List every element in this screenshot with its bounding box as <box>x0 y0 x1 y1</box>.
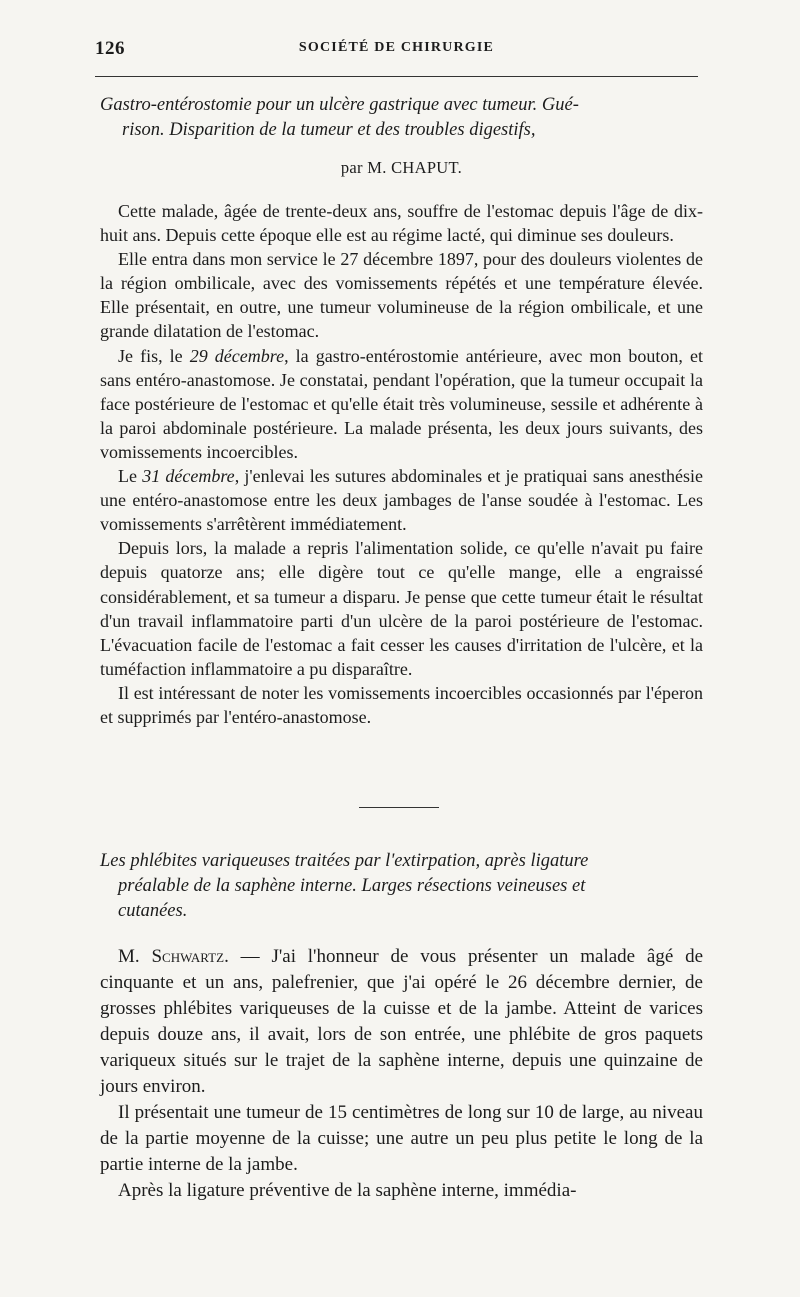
paragraph: Il présentait une tumeur de 15 centimètres de long sur 10 de large, au niveau de la partie moyenne de la cuisse; une autre un peu plus petite le long de la partie interne de la jambe. <box>100 1102 703 1175</box>
paragraph: Après la ligature préventive de la saphène interne, immédia- <box>118 1180 577 1201</box>
running-head <box>95 38 698 62</box>
paragraph <box>100 464 703 536</box>
paragraph <box>100 944 703 1100</box>
title-line: rison. Disparition de la tumeur et des troubles digestifs, <box>122 119 536 140</box>
text-run: Le <box>118 466 143 487</box>
date-emphasis: 29 décembre <box>189 345 285 366</box>
paragraph: Elle entra dans mon service le 27 décembre 1897, pour des douleurs violentes de la région ombilicale, avec des vomissements répétés et une température élevée. Elle présentait, en outre, une tumeur volumineuse de la région ombilicale, et une grande dilatation de l'estomac. <box>100 249 703 342</box>
page-number: 126 <box>95 38 125 59</box>
text-run: , la gastro-entérostomie antérieure, avec mon bouton, et sans entéro-anastomose. Je constatai, pendant l'opération, que la tumeur occupait la face postérieure de l'estomac et qu'elle était très volumineuse, sessile et adhérente à la paroi abdominale postérieure. La malade présenta, les deux jours suivants, des vomissements incoercibles. <box>100 345 703 462</box>
paragraph: Il est intéressant de noter les vomissements incoercibles occasionnés par l'éperon et supprimés par l'entéro-anastomose. <box>100 682 703 727</box>
article-schwartz <box>100 849 703 1204</box>
article-title <box>100 93 703 142</box>
paragraph: Depuis lors, la malade a repris l'alimentation solide, ce qu'elle n'avait pu faire depuis quatorze ans; elle digère tout ce qu'elle mange, elle a engraissé considérablement, et sa tumeur a disparu. Je pense que cette tumeur était le résultat d'un travail inflammatoire parti d'un ulcère de la paroi postérieure de l'estomac. L'évacuation facile de l'estomac a fait cesser les causes d'irritation de l'ulcère, et la tuméfaction inflammatoire a pu disparaître. <box>100 538 703 679</box>
paragraph: Cette malade, âgée de trente-deux ans, souffre de l'estomac depuis l'âge de dix-huit ans. Depuis cette époque elle est au régime lacté, qui diminue ses douleurs. <box>100 201 703 246</box>
author-name: M. Schwartz. <box>118 946 229 967</box>
paragraph <box>100 344 703 464</box>
section-divider <box>359 807 439 808</box>
title-line: Les phlébites variqueuses traitées par l'extirpation, après ligature <box>100 851 589 871</box>
title-line: Gastro-entérostomie pour un ulcère gastrique avec tumeur. Gué- <box>100 95 579 115</box>
journal-title: SOCIÉTÉ DE CHIRURGIE <box>298 40 495 55</box>
title-line: préalable de la saphène interne. Larges résections veineuses et <box>118 876 586 896</box>
article-title <box>100 849 703 924</box>
title-line: cutanées. <box>118 901 188 921</box>
author-byline: par M. CHAPUT. <box>340 158 463 177</box>
header-rule <box>95 76 698 77</box>
text-run: , j'enlevai les sutures abdominales et je pratiquai sans anesthésie une entéro-anastomose entre les deux jambages de l'anse soudée à l'estomac. Les vomissements s'arrêtèrent immédiatement. <box>100 466 704 535</box>
article-chaput <box>100 93 703 729</box>
text-run: — J'ai l'honneur de vous présenter un malade âgé de cinquante et un ans, palefrenier, que j'ai opéré le 26 décembre dernier, de grosses phlébites variqueuses de la cuisse et de la jambe. Atteint de varices depuis douze ans, il avait, lors de son entrée, une phlébite de gros paquets variqueux situés sur le trajet de la saphène interne, depuis une quinzaine de jours environ. <box>100 946 703 1097</box>
date-emphasis: 31 décembre <box>142 466 235 487</box>
text-run: Je fis, le <box>118 345 190 366</box>
